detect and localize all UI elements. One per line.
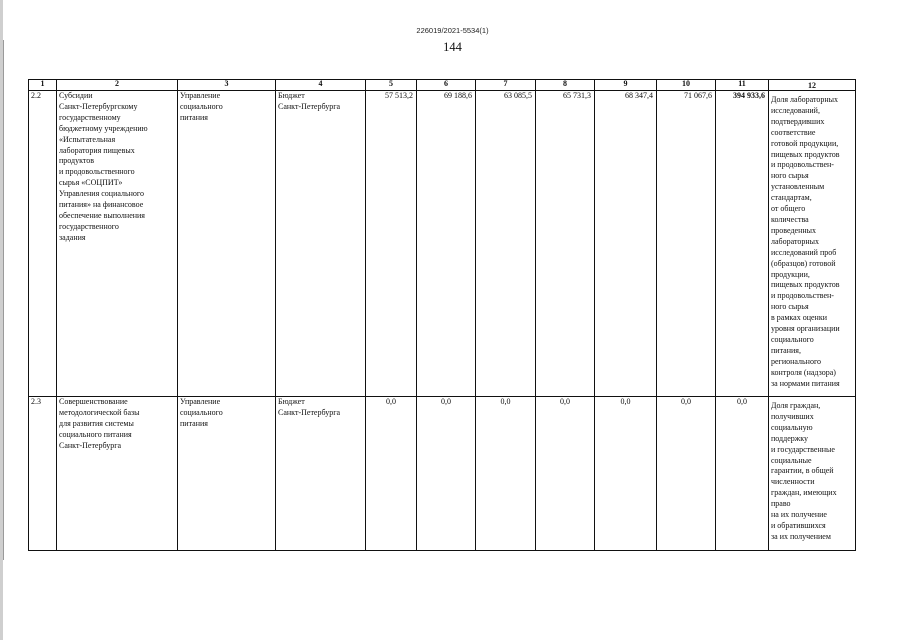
column-header: 2 bbox=[57, 80, 178, 91]
page-number: 144 bbox=[443, 40, 462, 54]
column-header: 1 bbox=[29, 80, 57, 91]
column-header: 10 bbox=[657, 80, 716, 91]
column-header: 8 bbox=[536, 80, 595, 91]
value-total: 0,0 bbox=[716, 397, 769, 551]
value-col-6: 69 188,6 bbox=[417, 91, 476, 397]
value-col-7: 63 085,5 bbox=[476, 91, 536, 397]
value-col-5: 57 513,2 bbox=[366, 91, 417, 397]
column-header: 6 bbox=[417, 80, 476, 91]
column-header: 4 bbox=[276, 80, 366, 91]
row-source: Бюджет Санкт-Петербурга bbox=[276, 91, 366, 397]
table-row bbox=[29, 397, 856, 551]
row-executor: Управление социального питания bbox=[178, 397, 276, 551]
value-col-10: 0,0 bbox=[657, 397, 716, 551]
value-col-5: 0,0 bbox=[366, 397, 417, 551]
value-col-9: 0,0 bbox=[595, 397, 657, 551]
row-executor: Управление социального питания bbox=[178, 91, 276, 397]
value-col-10: 71 067,6 bbox=[657, 91, 716, 397]
row-name: Совершенствование методологической базы для развития системы социального питания Санкт-Петербурга bbox=[57, 397, 178, 551]
value-col-8: 0,0 bbox=[536, 397, 595, 551]
row-indicator: Доля граждан, получивших социальную поддержку и государственные социальные гарантии, в общей численности граждан, имеющих право на их получение и обратившихся за их получением bbox=[769, 397, 856, 551]
value-col-6: 0,0 bbox=[417, 397, 476, 551]
table-header-row bbox=[29, 80, 856, 91]
row-name: Субсидии Санкт-Петербургскому государственному бюджетному учреждению «Испытательная лаборатория пищевых продуктов и продовольственного сырья «СОЦПИТ» Управления социального питания» на финансовое обеспечение выполнения государственного задания bbox=[57, 91, 178, 397]
table-row bbox=[29, 91, 856, 397]
scan-edge-line bbox=[3, 40, 4, 560]
column-header: 11 bbox=[716, 80, 769, 91]
program-table bbox=[28, 79, 856, 551]
value-col-9: 68 347,4 bbox=[595, 91, 657, 397]
column-header: 9 bbox=[595, 80, 657, 91]
value-col-8: 65 731,3 bbox=[536, 91, 595, 397]
row-source: Бюджет Санкт-Петербурга bbox=[276, 397, 366, 551]
column-header: 3 bbox=[178, 80, 276, 91]
row-indicator: Доля лабораторных исследований, подтвердивших соответствие готовой продукции, пищевых продуктов и продовольствен- ного сырья установленным стандартам, от общего количества проведенных лабораторных исследований проб (образцов) готовой продукции, пищевых продуктов и продовольствен- ного сырья в рамках оценки уровня организации социального питания, регионального контроля (надзора) за нормами питания bbox=[769, 91, 856, 397]
row-number: 2.2 bbox=[29, 91, 57, 397]
row-number: 2.3 bbox=[29, 397, 57, 551]
value-col-7: 0,0 bbox=[476, 397, 536, 551]
column-header: 12 bbox=[769, 80, 856, 91]
column-header: 7 bbox=[476, 80, 536, 91]
column-header: 5 bbox=[366, 80, 417, 91]
value-total: 394 933,6 bbox=[716, 91, 769, 397]
document-number: 226019/2021-5534(1) bbox=[416, 26, 489, 35]
